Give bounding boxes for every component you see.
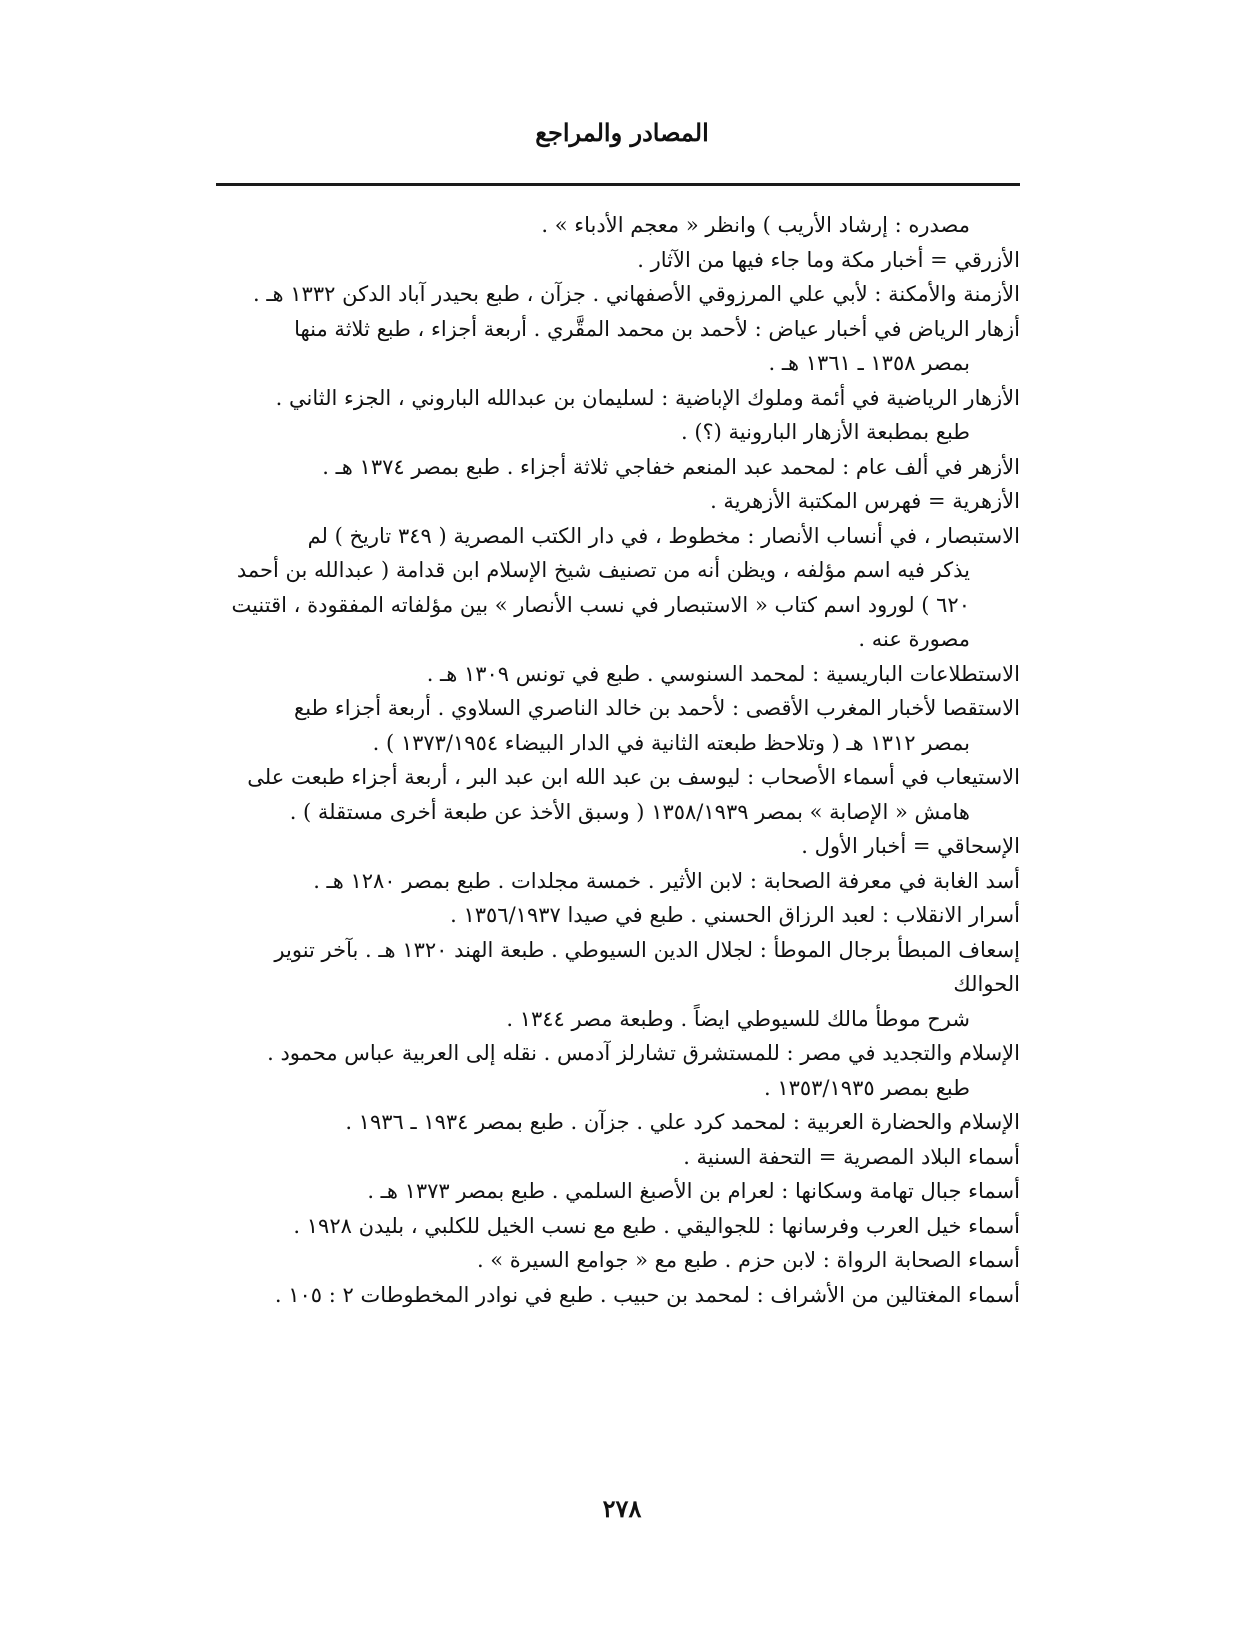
entry-text: أسماء الصحابة الرواة : لابن حزم . طبع مع « جوامع السيرة » .	[476, 1248, 1020, 1272]
bibliography-entry	[218, 519, 1020, 657]
entry-continuation: مصورة عنه .	[858, 627, 970, 651]
entry-continuation: يذكر فيه اسم مؤلفه ، ويظن أنه من تصنيف شيخ الإسلام ابن قدامة ( عبدالله بن أحمد	[236, 558, 970, 582]
entry-continuation: بمصر ١٣٥٨ ـ ١٣٦١ هـ .	[768, 351, 970, 375]
bibliography-entry	[218, 312, 1020, 381]
entry-text: الإسلام والحضارة العربية : لمحمد كرد علي . جزآن . طبع بمصر ١٩٣٤ ـ ١٩٣٦ .	[345, 1110, 1020, 1134]
bibliography-entry	[218, 1174, 1020, 1209]
bibliography-entries	[218, 208, 1020, 1312]
entry-text: أسد الغابة في معرفة الصحابة : لابن الأثير . خمسة مجلدات . طبع بمصر ١٢٨٠ هـ .	[313, 868, 1020, 893]
running-head: المصادر والمراجع	[535, 118, 709, 147]
entry-text: أسماء خيل العرب وفرسانها : للجواليقي . طبع مع نسب الخيل للكلبي ، بليدن ١٩٢٨ .	[293, 1213, 1020, 1238]
header-rule	[216, 183, 1020, 186]
entry-text: إسعاف المبطأ برجال الموطأ : لجلال الدين السيوطي . طبعة الهند ١٣٢٠ هـ . بآخر تنوير الحوالك	[274, 937, 1020, 996]
bibliography-entry	[218, 208, 1020, 243]
entry-text: الأزهر في ألف عام : لمحمد عبد المنعم خفاجي ثلاثة أجزاء . طبع بمصر ١٣٧٤ هـ .	[322, 454, 1020, 479]
entry-text: الاستطلاعات الباريسية : لمحمد السنوسي . طبع في تونس ١٣٠٩ هـ .	[426, 661, 1020, 686]
entry-text: أسماء جبال تهامة وسكانها : لعرام بن الأصبغ السلمي . طبع بمصر ١٣٧٣ هـ .	[367, 1179, 1020, 1203]
entry-text: الإسحاقي = أخبار الأول .	[801, 834, 1020, 858]
entry-continuation: ٦٢٠ ) لورود اسم كتاب « الاستبصار في نسب الأنصار » بين مؤلفاته المفقودة ، اقتنيت	[231, 592, 970, 617]
bibliography-entry	[218, 829, 1020, 864]
entry-text: الاستقصا لأخبار المغرب الأقصى : لأحمد بن خالد الناصري السلاوي . أربعة أجزاء طبع	[294, 696, 1020, 720]
page-number: ٢٧٨	[602, 1494, 642, 1523]
entry-continuation: شرح موطأ مالك للسيوطي ايضاً . وطبعة مصر ١٣٤٤ .	[506, 1006, 970, 1031]
entry-text: الأزهار الرياضية في أئمة وملوك الإباضية : لسليمان بن عبدالله الباروني ، الجزء الثاني .	[275, 385, 1020, 410]
bibliography-entry	[218, 1278, 1020, 1313]
bibliography-entry	[218, 760, 1020, 829]
bibliography-entry	[218, 1140, 1020, 1175]
entry-continuation: طبع بمصر ١٣٥٣/١٩٣٥ .	[763, 1075, 970, 1100]
entry-text: مصدره : إرشاد الأريب ) وانظر « معجم الأدباء » .	[541, 213, 970, 237]
bibliography-entry	[218, 450, 1020, 485]
entry-text: الأزهرية = فهرس المكتبة الأزهرية .	[710, 489, 1020, 513]
entry-text: الاستبصار ، في أنساب الأنصار : مخطوط ، في دار الكتب المصرية ( ٣٤٩ تاريخ ) لم	[307, 523, 1020, 548]
bibliography-entry	[218, 1209, 1020, 1244]
bibliography-entry	[218, 243, 1020, 278]
bibliography-entry	[218, 1243, 1020, 1278]
bibliography-entry	[218, 933, 1020, 1037]
entry-continuation: بمصر ١٣١٢ هـ ( وتلاحظ طبعته الثانية في الدار البيضاء ١٣٧٣/١٩٥٤ ) .	[372, 730, 970, 755]
entry-text: أسماء البلاد المصرية = التحفة السنية .	[683, 1144, 1020, 1169]
bibliography-entry	[218, 277, 1020, 312]
bibliography-entry	[218, 484, 1020, 519]
entry-continuation: هامش « الإصابة » بمصر ١٣٥٨/١٩٣٩ ( وسبق الأخذ عن طبعة أخرى مستقلة ) .	[289, 799, 970, 824]
entry-text: أزهار الرياض في أخبار عياض : لأحمد بن محمد المقَّري . أربعة أجزاء ، طبع ثلاثة منها	[294, 316, 1020, 341]
entry-text: أسرار الانقلاب : لعبد الرزاق الحسني . طبع في صيدا ١٣٥٦/١٩٣٧ .	[450, 903, 1020, 927]
entry-continuation: طبع بمطبعة الأزهار البارونية (؟) .	[680, 420, 970, 444]
entry-text: الأزرقي = أخبار مكة وما جاء فيها من الآثار .	[637, 247, 1020, 272]
bibliography-entry	[218, 657, 1020, 692]
entry-text: الإسلام والتجديد في مصر : للمستشرق تشارلز آدمس . نقله إلى العربية عباس محمود .	[267, 1041, 1020, 1065]
bibliography-entry	[218, 691, 1020, 760]
bibliography-entry	[218, 381, 1020, 450]
entry-text: الأزمنة والأمكنة : لأبي علي المرزوقي الأصفهاني . جزآن ، طبع بحيدر آباد الدكن ١٣٣٢ هـ .	[253, 282, 1020, 306]
bibliography-entry	[218, 1105, 1020, 1140]
entry-text: أسماء المغتالين من الأشراف : لمحمد بن حبيب . طبع في نوادر المخطوطات ٢ : ١٠٥ .	[274, 1282, 1020, 1307]
entry-text: الاستيعاب في أسماء الأصحاب : ليوسف بن عبد الله ابن عبد البر ، أربعة أجزاء طبعت على	[247, 765, 1020, 789]
bibliography-entry	[218, 898, 1020, 933]
bibliography-entry	[218, 864, 1020, 899]
bibliography-entry	[218, 1036, 1020, 1105]
